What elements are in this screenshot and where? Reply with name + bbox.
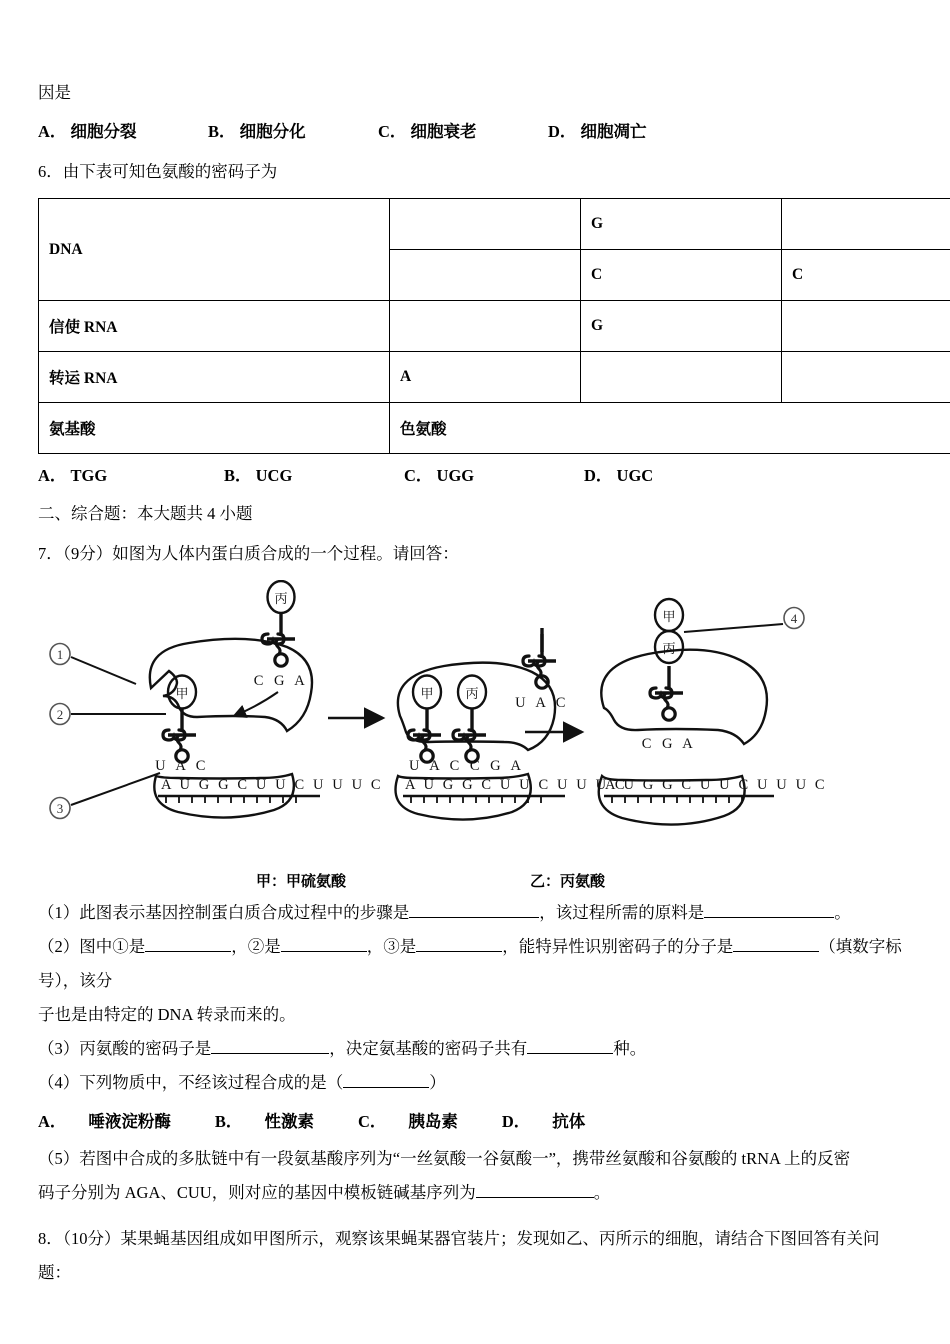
option-c: C． UGG <box>404 466 475 485</box>
cell-r4c3 <box>782 352 950 403</box>
panel2-trna-aa-right: 丙 <box>465 687 479 702</box>
mrna-sequence-1: A U G G C U U C U U U C <box>161 777 384 793</box>
released-trna-anticodon: U A C <box>515 695 569 711</box>
mrna-sequence-2: A U G G C U U C U U U C <box>405 777 628 793</box>
translation-diagram-svg <box>38 580 912 868</box>
question-6-number: 6． <box>38 162 63 181</box>
row-header-dna: DNA <box>39 199 390 301</box>
sub2-text-e: （填数字标号），该分 <box>38 937 902 990</box>
question-6-options <box>38 462 912 486</box>
question-7-sub-4-options <box>38 1108 912 1132</box>
bound-trna-aa-label-1: 甲 <box>175 687 189 702</box>
mrna-sequence-3: A U G G C U U C U U U C <box>605 777 828 793</box>
marker-1-icon <box>50 644 70 665</box>
cell-r2c1 <box>390 250 581 301</box>
cell-r4c1: A <box>390 352 581 403</box>
figure-caption-right: 乙：丙氨酸 <box>530 874 606 890</box>
option-a: A． 唾液淀粉酶 <box>38 1112 171 1131</box>
cell-r1c2: G <box>581 199 782 250</box>
table-row <box>39 301 950 352</box>
question-7-sub-4 <box>38 1066 912 1100</box>
question-7-sub-2-cont: 子也是由特定的 DNA 转录而来的。 <box>38 1005 296 1024</box>
sub3-text-a: （3）丙氨酸的密码子是 <box>38 1039 212 1058</box>
answer-blank[interactable] <box>145 951 231 952</box>
row-header-mrna: 信使 RNA <box>39 301 390 352</box>
sub5-text-b: 码子分别为 AGA、CUU，则对应的基因中模板链碱基序列为 <box>38 1183 476 1202</box>
table-row <box>39 199 950 250</box>
answer-blank[interactable] <box>409 917 539 918</box>
marker-3-icon <box>50 798 70 819</box>
sub5-text-c: 。 <box>593 1183 611 1202</box>
answer-blank[interactable] <box>733 951 819 952</box>
question-8-score: （10分） <box>62 1229 121 1248</box>
question-8-stem-text: 某果蝇基因组成如甲图所示，观察该果蝇某器官装片；发现如乙、丙所示的细胞，请结合下图回答有关问 <box>120 1229 880 1248</box>
svg-text:1: 1 <box>56 647 64 662</box>
sub3-text-c: 种。 <box>613 1039 647 1058</box>
question-8-number: 8． <box>38 1229 63 1248</box>
bound-trna-icon-1 <box>163 676 196 763</box>
row-header-amino-acid: 氨基酸 <box>39 403 390 454</box>
codon-table <box>38 198 950 454</box>
ribosome-large-subunit-3 <box>601 650 767 744</box>
section-2-heading: 二、综合题：本大题共 4 小题 <box>38 504 253 523</box>
option-d: D． 细胞凋亡 <box>548 122 647 141</box>
answer-blank[interactable] <box>211 1053 329 1054</box>
marker-4-icon <box>784 608 804 629</box>
figure-captions <box>38 870 912 896</box>
option-a: A． TGG <box>38 466 108 485</box>
answer-blank[interactable] <box>704 917 834 918</box>
cell-r3c2: G <box>581 301 782 352</box>
question-8-stem <box>38 1222 912 1256</box>
svg-text:2: 2 <box>56 707 64 722</box>
option-b: B． UCG <box>224 466 293 485</box>
sub2-text-b: ，②是 <box>231 937 281 956</box>
question-7-stem <box>38 540 912 568</box>
question-6-stem-text: 由下表可知色氨酸的密码子为 <box>62 162 278 181</box>
question-7-number: 7． <box>38 544 63 563</box>
bound-trna-anticodon-1: U A C <box>155 758 209 774</box>
svg-text:3: 3 <box>56 801 64 816</box>
sub1-text-b: ，该过程所需的原料是 <box>539 903 705 922</box>
option-d: D． UGC <box>584 466 654 485</box>
marker-2-icon <box>50 704 70 725</box>
table-row <box>39 403 950 454</box>
panel2-anticodons: U A C C G A <box>409 758 525 774</box>
cell-r4c2 <box>581 352 782 403</box>
sub2-text-d: ，能特异性识别密码子的分子是 <box>502 937 734 956</box>
peptide-residue-bottom: 丙 <box>662 642 676 657</box>
cell-r1c3 <box>782 199 950 250</box>
peptide-chain-icon <box>650 599 683 720</box>
svg-text:4: 4 <box>790 611 798 626</box>
question-5-options <box>38 118 912 146</box>
sub3-text-b: ，决定氨基酸的密码子共有 <box>329 1039 528 1058</box>
question-6-stem <box>38 158 912 186</box>
option-b: B． 细胞分化 <box>208 122 306 141</box>
question-5-stem-tail: 因是 <box>38 83 71 102</box>
incoming-trna-icon <box>262 581 295 666</box>
incoming-trna-aa-label: 丙 <box>274 592 288 607</box>
question-8-stem-cont: 题： <box>38 1263 71 1282</box>
row-header-trna: 转运 RNA <box>39 352 390 403</box>
answer-blank[interactable] <box>416 951 502 952</box>
incoming-trna-anticodon: C G A <box>253 673 309 689</box>
cell-r5c1: 色氨酸 <box>390 403 950 454</box>
page-content <box>38 78 912 1290</box>
option-b: B． 性激素 <box>214 1112 314 1131</box>
question-7-sub-1 <box>38 896 912 930</box>
released-trna-icon <box>523 628 556 688</box>
sub4-text: （4）下列物质中，不经该过程合成的是（ <box>38 1073 344 1092</box>
sub1-text-c: 。 <box>834 903 851 922</box>
answer-blank[interactable] <box>343 1087 429 1088</box>
cell-r3c3 <box>782 301 950 352</box>
cell-r3c1 <box>390 301 581 352</box>
option-a: A． 细胞分裂 <box>38 122 137 141</box>
table-row <box>39 352 950 403</box>
sub4-text-end: ） <box>429 1073 446 1092</box>
question-7-stem-text: 如图为人体内蛋白质合成的一个过程。请回答： <box>112 544 459 563</box>
peptide-residue-top: 甲 <box>662 610 676 625</box>
translation-diagram <box>38 580 912 868</box>
question-7-sub-5-cont <box>38 1176 912 1210</box>
panel3-anticodon: C G A <box>641 736 697 752</box>
sub2-text-c: ，③是 <box>366 937 417 956</box>
question-7-score: （9分） <box>62 544 113 563</box>
option-d: D． 抗体 <box>501 1112 586 1131</box>
cell-r2c3: C <box>782 250 950 301</box>
question-7-sub-3 <box>38 1032 912 1066</box>
option-c: C． 胰岛素 <box>357 1112 458 1131</box>
sub1-text-a: （1）此图表示基因控制蛋白质合成过程中的步骤是 <box>38 903 410 922</box>
sub2-text-a: （2）图中①是 <box>38 937 146 956</box>
figure-caption-left: 甲：甲硫氨酸 <box>256 874 347 890</box>
cell-r1c1 <box>390 199 581 250</box>
question-7-sub-2 <box>38 930 912 998</box>
answer-blank[interactable] <box>281 951 367 952</box>
answer-blank[interactable] <box>527 1053 613 1054</box>
panel2-trna-aa-left: 甲 <box>420 687 434 702</box>
bound-trna-icon-2b <box>453 676 486 763</box>
bound-trna-icon-2a <box>408 676 441 763</box>
question-7-sub-5: （5）若图中合成的多肽链中有一段氨基酸序列为“一丝氨酸一谷氨酸一”，携带丝氨酸和谷氨酸的 tRNA 上的反密 <box>38 1149 851 1168</box>
cell-r2c2: C <box>581 250 782 301</box>
answer-blank[interactable] <box>476 1197 594 1198</box>
option-c: C． 细胞衰老 <box>378 122 477 141</box>
